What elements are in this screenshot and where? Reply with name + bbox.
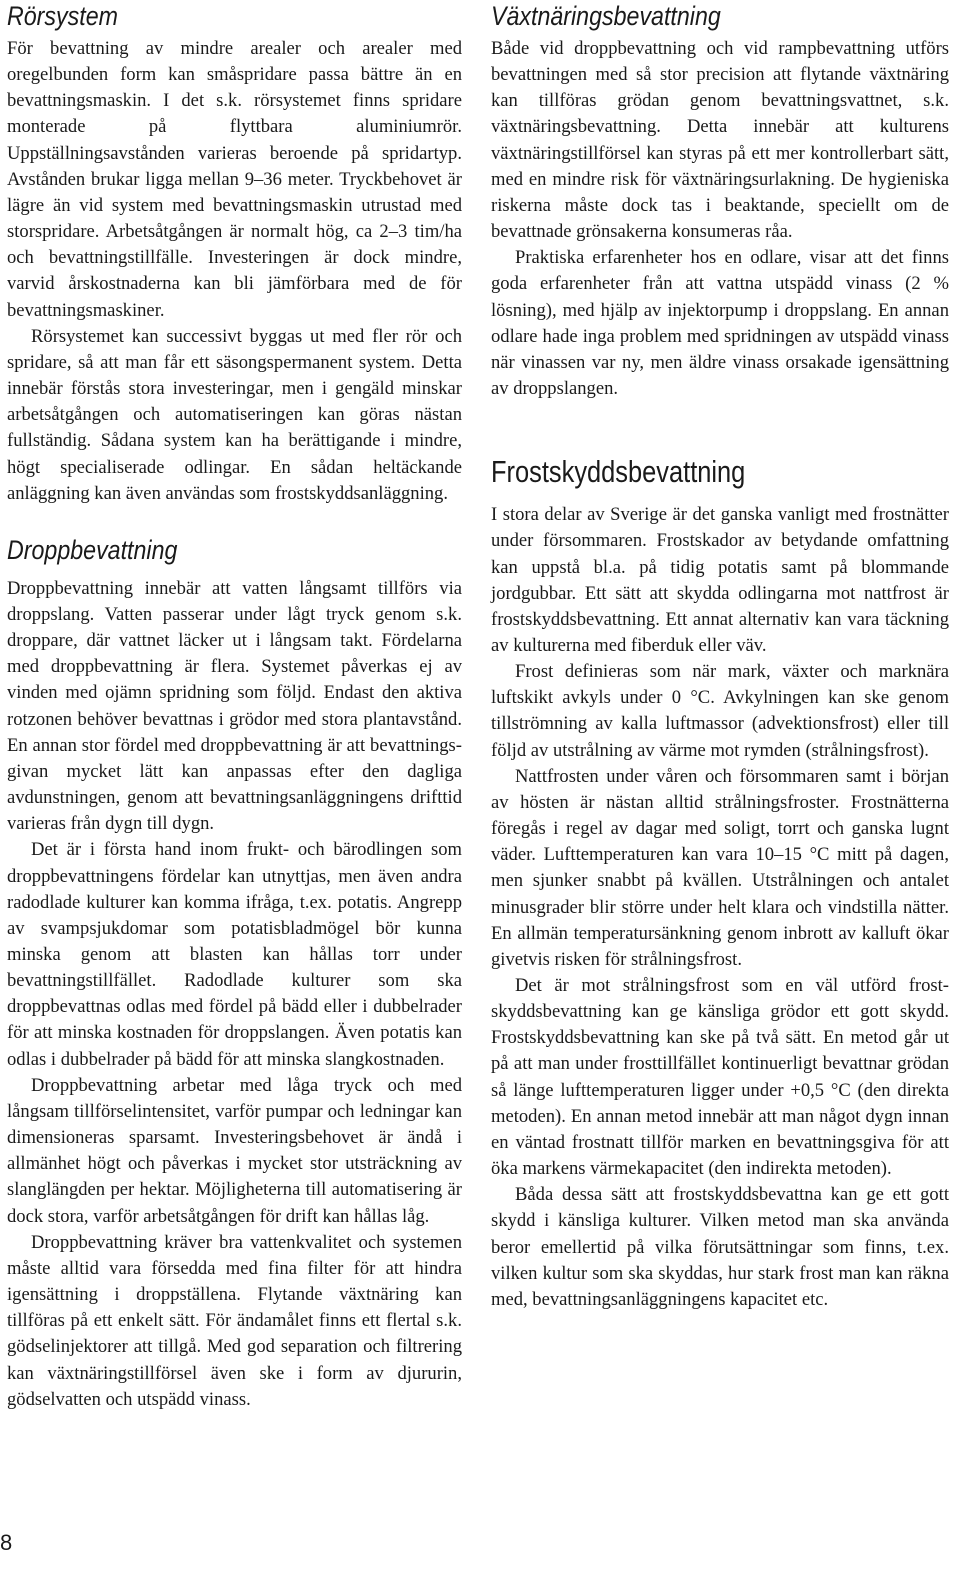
section-heading-frostskyddsbevattning: Frostskyddsbevattning — [491, 454, 746, 490]
section-heading-vaxtnaringsbevattning: Växtnäringsbevattning — [491, 1, 721, 31]
paragraph: Båda dessa sätt att frostskyddsbevattna kan ge ett gott skydd i känsliga kulturer. Vilken metod man ska använda beror emellertid på vilka förutsättningar som finns, t.ex. vilken kultur som ska skyddas, hur stark frost man kan räkna med, bevattningsanläggningens kapacitet etc. — [491, 1184, 949, 1310]
paragraph: Droppbevattning innebär att vatten långsamt tillförs via droppslang. Vatten passerar under lågt tryck genom s.k. droppare, där vattnet läcker ut i långsam takt. Fördelarna med droppbevattning är flera. Systemet påverkas ej av vinden med ojämn spridning som följd. Endast den aktiva rotzonen behöver bevattnas i grödor med stora plantavstånd. En annan stor fördel med droppbevattning är att bevattningsgivan mycket lätt kan anpassas efter den dagliga avdunstningen, genom att bevattningsanläggningens drifttid varieras från dygn till dygn. — [7, 577, 462, 835]
paragraph: Rörsystemet kan successivt byggas ut med fler rör och spridare, så att man får ett säsongspermanent system. Detta innebär förstås stora investeringar, men i gengäld minskar arbetsåtgången och automatiseringen kan göras nästan fullständig. Sådana system kan ha berättigande i mindre, högt specialiserade odlingar. En sådan heltäckande anläggning kan även användas som frostskyddsanläggning. — [7, 325, 462, 504]
paragraph: För bevattning av mindre arealer och arealer med oregelbunden form kan småspridare passa bättre än en bevattningsmaskin. I det s.k. rörsystemet finns spridare monterade på flyttbara aluminiumrör. Uppställningsavstånden varieras beroende på spridartyp. Avstånden brukar ligga mellan 9–36 meter. Tryckbehovet är lägre än vid system med bevattningsmaskin utrustad med storspridare. Arbetsåtgången är normalt hög, ca 2–3 tim/ha och bevattningstillfälle. Investeringen är dock mindre, varvid årskostnaderna kan bli jämförbara med de för bevattningsmaskiner. — [7, 38, 462, 321]
paragraph: Droppbevattning arbetar med låga tryck och med långsam tillförselintensitet, varför pumpar och ledningar kan dimensioneras sparsamt. Investeringsbehovet är ändå i allmänhet högt och påverkas i mycket stor utsträckning av slanglängden per hektar. Möjligheterna till automatisering är dock stora, varför arbetsåtgången för drift kan hållas låg. — [7, 1074, 462, 1227]
section-heading-droppbevattning: Droppbevattning — [7, 534, 178, 565]
paragraph: Det är i första hand inom frukt- och bärodlingen som droppbevattningens fördelar kan utnyttjas, men även andra radodlade kulturer kan komma ifråga, t.ex. potatis. Angrepp av svampsjukdomar som potatisbladmögel bör kunna minska genom att blasten kan hållas torr under bevattningstillfället. Radodlade kulturer som ska droppbevattnas odlas med fördel på bädd eller i dubbelrader för att minska kostnaden för droppslangen. Även potatis kan odlas i dubbelrader på bädd för att minska slangkostnaden. — [7, 839, 462, 1070]
right-column — [491, 0, 949, 1313]
paragraph: Praktiska erfarenheter hos en odlare, visar att det finns goda erfarenheter från att vattna utspädd vinass (2 % lösning), med hjälp av injektorpump i droppslang. En annan odlare hade inga problem med spridningen av utspädd vinass när vinassen var ny, men äldre vinass orsakade igensättning av droppslangen. — [491, 247, 949, 400]
paragraph: Nattfrosten under våren och försommaren samt i början av hösten är nästan alltid strålningsfroster. Frostnätterna föregås i regel av dagar med soligt, torrt och ganska lugnt väder. Lufttemperaturen kan vara 10–15 °C mitt på dagen, men sjunker snabbt på kvällen. Utstrålningen och antalet minusgrader blir större under helt klara och vindstilla nätter. En allmän temperatursänkning genom inbrott av kalluft ökar givetvis risken för strålningsfrost. — [491, 765, 949, 970]
paragraph: Både vid droppbevattning och vid rampbevattning utförs bevattningen med så stor precision att flytande växtnäring kan tillföras grödan genom bevattningsvattnet, s.k. växtnäringsbevattning. Detta innebär att kulturens växtnäringstillförsel kan styras på ett mer kontrollerbart sätt, med en mindre risk för växtnäringsurlakning. De hygieniska riskerna måste dock tas i beaktande, speciellt om de bevattnade grönsakerna konsumeras råa. — [491, 38, 949, 243]
left-column — [7, 0, 462, 1413]
section-heading-rorsystem: Rörsystem — [7, 1, 118, 31]
paragraph: I stora delar av Sverige är det ganska vanligt med frostnätter under försommaren. Frostskador av betydande omfattning kan uppstå bl.a. på tidig potatis samt på blommande jordgubbar. Ett sätt att skydda odlingarna mot nattfrost är frostskyddsbevattning. Ett annat alternativ kan vara täckning av kulturerna med fiberduk eller väv. — [491, 504, 949, 656]
page-number: 8 — [0, 1530, 13, 1555]
paragraph: Frost definieras som när mark, växter och marknära luftskikt avkyls under 0 °C. Avkylningen kan ske genom tillströmning av kalla luftmassor (advektionsfrost) eller till följd av utstrålning av värme mot rymden (strålningsfrost). — [491, 661, 949, 761]
paragraph: Det är mot strålningsfrost som en väl utförd frostskyddsbevattning kan ge känsliga grödor ett gott skydd. Frostskyddsbevattning kan ske på två sätt. En metod går ut på att man under frosttillfället kontinuerligt bevattnar grödan så länge lufttemperaturen ligger under +0,5 °C (den direkta metoden). En annan metod innebär att man något dygn innan en väntad frostnatt tillför marken en bevattningsgiva för att öka markens värmekapacitet (den indirekta metoden). — [491, 975, 949, 1180]
paragraph: Droppbevattning kräver bra vattenkvalitet och systemen måste alltid vara försedda med fina filter för att hindra igensättning i droppställena. Flytande växtnäring kan tillföras på ett enkelt sätt. För ändamålet finns ett flertal s.k. gödselinjektorer att tillgå. Med god separation och filtrering kan växtnäringstillförsel även ske i form av djururin, gödselvatten och utspädd vinass. — [7, 1231, 462, 1410]
